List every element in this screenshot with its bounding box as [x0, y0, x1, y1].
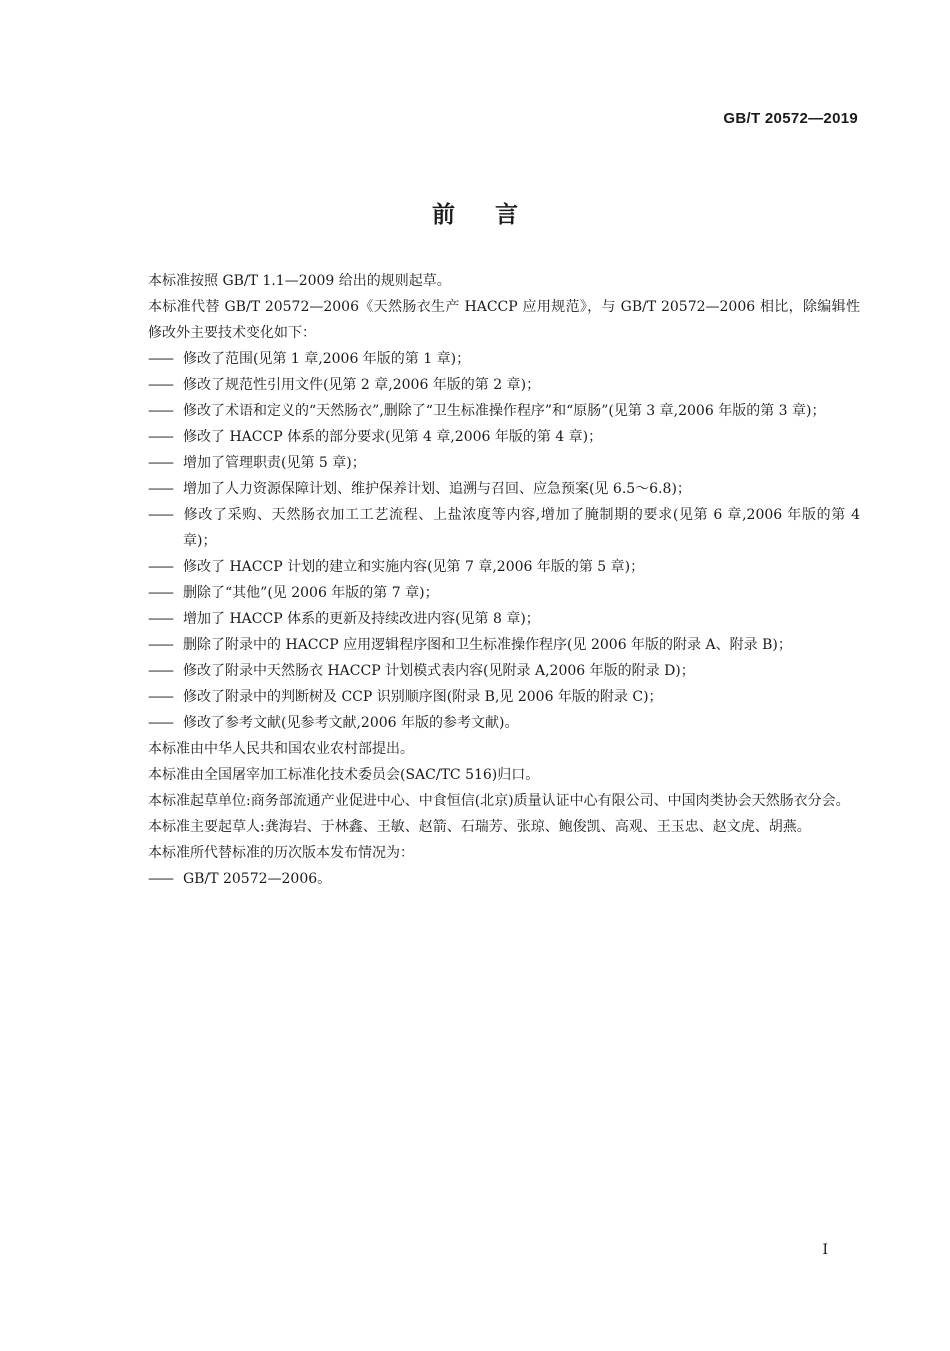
list-item [148, 632, 860, 658]
dash-marker: —— [148, 455, 172, 471]
list-item-text: 删除了“其他”(见 2006 年版的第 7 章)； [183, 585, 439, 601]
dash-marker: —— [148, 507, 172, 523]
list-item-text: 修改了附录中天然肠衣 HACCP 计划模式表内容(见附录 A,2006 年版的附录 D)； [183, 663, 695, 679]
dash-marker: —— [148, 585, 172, 601]
standard-code: GB/T 20572—2019 [723, 110, 858, 127]
paragraph: 本标准起草单位:商务部流通产业促进中心、中食恒信(北京)质量认证中心有限公司、中国肉类协会天然肠衣分会。 [148, 793, 850, 809]
paragraph: 本标准按照 GB/T 1.1—2009 给出的规则起草。 [148, 273, 451, 289]
list-item-text: 修改了 HACCP 体系的部分要求(见第 4 章,2006 年版的第 4 章)； [183, 429, 603, 445]
dash-marker: —— [148, 715, 172, 731]
list-item-text: 增加了人力资源保障计划、维护保养计划、追溯与召回、应急预案(见 6.5～6.8)； [183, 481, 691, 497]
list-item [148, 554, 860, 580]
list-item-text: 修改了 HACCP 计划的建立和实施内容(见第 7 章,2006 年版的第 5 章)； [183, 559, 645, 575]
dash-marker: —— [148, 377, 172, 393]
list-item-text: 修改了规范性引用文件(见第 2 章,2006 年版的第 2 章)； [183, 377, 541, 393]
list-item-text: 修改了采购、天然肠衣加工工艺流程、上盐浓度等内容,增加了腌制期的要求(见第 6 章,2006 年版的第 4 章)； [183, 507, 860, 549]
list-item-text: 增加了 HACCP 体系的更新及持续改进内容(见第 8 章)； [183, 611, 540, 627]
dash-marker: —— [148, 871, 172, 887]
list-item [148, 684, 860, 710]
changes-list [148, 346, 860, 736]
list-item [148, 606, 860, 632]
paragraph: 本标准由中华人民共和国农业农村部提出。 [148, 741, 414, 757]
list-item [148, 866, 860, 892]
paragraph: 本标准主要起草人:龚海岩、于林鑫、王敏、赵箭、石瑞芳、张琼、鲍俊凯、高观、王玉忠、赵文虎、胡燕。 [148, 819, 811, 835]
dash-marker: —— [148, 689, 172, 705]
foreword-body [148, 268, 860, 892]
list-item-text: 增加了管理职责(见第 5 章)； [183, 455, 366, 471]
list-item [148, 346, 860, 372]
list-item-text: GB/T 20572—2006。 [183, 871, 332, 887]
dash-marker: —— [148, 559, 172, 575]
list-item [148, 710, 860, 736]
dash-marker: —— [148, 351, 172, 367]
list-item-text: 修改了术语和定义的“天然肠衣”,删除了“卫生标准操作程序”和“原肠”(见第 3 章,2006 年版的第 3 章)； [183, 403, 826, 419]
list-item [148, 450, 860, 476]
dash-marker: —— [148, 403, 172, 419]
paragraph: 本标准代替 GB/T 20572—2006《天然肠衣生产 HACCP 应用规范》，与 GB/T 20572—2006 相比，除编辑性修改外主要技术变化如下： [148, 299, 860, 341]
dash-marker: —— [148, 481, 172, 497]
list-item-text: 修改了范围(见第 1 章,2006 年版的第 1 章)； [183, 351, 471, 367]
page-number: I [822, 1242, 828, 1258]
list-item [148, 658, 860, 684]
list-item [148, 424, 860, 450]
dash-marker: —— [148, 611, 172, 627]
list-item [148, 580, 860, 606]
dash-marker: —— [148, 429, 172, 445]
list-item-text: 修改了参考文献(见参考文献,2006 年版的参考文献)。 [183, 715, 519, 731]
list-item [148, 502, 860, 554]
list-item [148, 372, 860, 398]
dash-marker: —— [148, 637, 172, 653]
page-title: 前言 [432, 201, 558, 228]
paragraph: 本标准所代替标准的历次版本发布情况为： [148, 845, 414, 861]
list-item [148, 476, 860, 502]
list-item-text: 删除了附录中的 HACCP 应用逻辑程序图和卫生标准操作程序(见 2006 年版的附录 A、附录 B)； [183, 637, 792, 653]
list-item [148, 398, 860, 424]
list-item-text: 修改了附录中的判断树及 CCP 识别顺序图(附录 B,见 2006 年版的附录 C)； [183, 689, 663, 705]
dash-marker: —— [148, 663, 172, 679]
paragraph: 本标准由全国屠宰加工标准化技术委员会(SAC/TC 516)归口。 [148, 767, 540, 783]
